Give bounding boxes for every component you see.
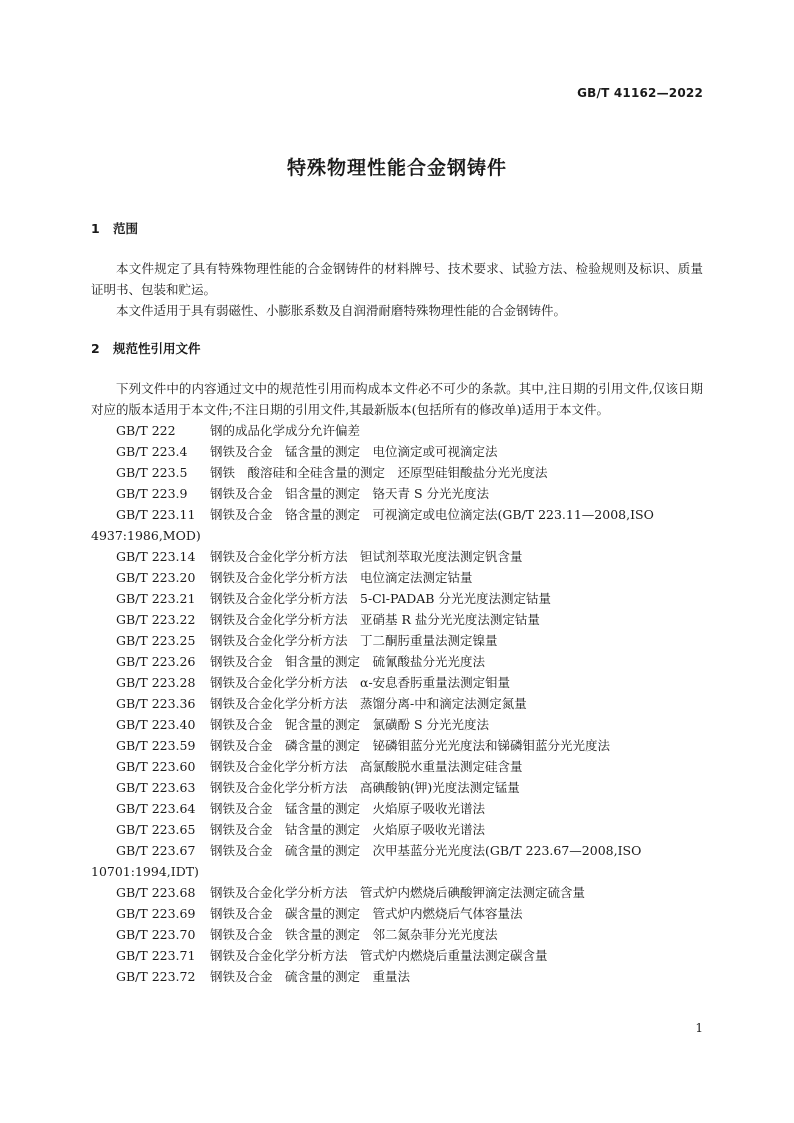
reference-item <box>91 966 703 987</box>
reference-code: GB/T 223.65 <box>116 822 196 837</box>
reference-title: 钢铁及合金化学分析方法 丁二酮肟重量法测定镍量 <box>210 633 498 648</box>
reference-code: GB/T 223.67 <box>116 843 196 858</box>
section-number: 1 <box>91 221 100 236</box>
reference-title: 钢铁及合金 硫含量的测定 重量法 <box>210 969 411 984</box>
reference-item <box>91 693 703 714</box>
reference-title: 钢铁及合金 铁含量的测定 邻二氮杂菲分光光度法 <box>210 927 498 942</box>
reference-code: GB/T 223.20 <box>116 570 196 585</box>
reference-code: GB/T 222 <box>116 423 176 438</box>
reference-item <box>91 798 703 819</box>
reference-title: 钢铁及合金 铬含量的测定 可视滴定或电位滴定法(GB/T 223.11—2008,ISO 4937:1986,MOD) <box>91 507 654 543</box>
document-title: 特殊物理性能合金钢铸件 <box>286 157 507 179</box>
reference-title: 钢铁及合金 磷含量的测定 铋磷钼蓝分光光度法和锑磷钼蓝分光光度法 <box>210 738 611 753</box>
reference-title: 钢铁及合金 碳含量的测定 管式炉内燃烧后气体容量法 <box>210 906 523 921</box>
section-heading-scope <box>91 218 703 239</box>
reference-code: GB/T 223.72 <box>116 969 196 984</box>
reference-title: 钢铁及合金 锰含量的测定 火焰原子吸收光谱法 <box>210 801 486 816</box>
reference-item <box>91 588 703 609</box>
reference-title: 钢铁及合金 钼含量的测定 硫氰酸盐分光光度法 <box>210 654 486 669</box>
section-number: 2 <box>91 341 100 356</box>
reference-list <box>91 420 703 987</box>
reference-item <box>91 735 703 756</box>
reference-title: 钢铁 酸溶硅和全硅含量的测定 还原型硅钼酸盐分光光度法 <box>210 465 548 480</box>
reference-code: GB/T 223.28 <box>116 675 196 690</box>
reference-item <box>91 756 703 777</box>
reference-title: 钢铁及合金 铝含量的测定 铬天青 S 分光光度法 <box>210 486 490 501</box>
reference-code: GB/T 223.68 <box>116 885 196 900</box>
reference-code: GB/T 223.60 <box>116 759 196 774</box>
reference-item <box>91 546 703 567</box>
reference-item <box>91 420 703 441</box>
reference-title: 钢铁及合金 铌含量的测定 氯磺酚 S 分光光度法 <box>210 717 490 732</box>
reference-title: 钢铁及合金 钴含量的测定 火焰原子吸收光谱法 <box>210 822 486 837</box>
reference-code: GB/T 223.59 <box>116 738 196 753</box>
reference-code: GB/T 223.70 <box>116 927 196 942</box>
reference-item <box>91 462 703 483</box>
reference-title: 钢铁及合金化学分析方法 管式炉内燃烧后碘酸钾滴定法测定硫含量 <box>210 885 586 900</box>
reference-code: GB/T 223.14 <box>116 549 196 564</box>
reference-title: 钢铁及合金 锰含量的测定 电位滴定或可视滴定法 <box>210 444 498 459</box>
reference-title: 钢铁及合金化学分析方法 蒸馏分离-中和滴定法测定氮量 <box>210 696 527 711</box>
reference-code: GB/T 223.63 <box>116 780 196 795</box>
reference-item <box>91 567 703 588</box>
reference-code: GB/T 223.36 <box>116 696 196 711</box>
reference-item <box>91 882 703 903</box>
reference-item <box>91 924 703 945</box>
reference-item <box>91 609 703 630</box>
document-body <box>91 218 703 987</box>
reference-code: GB/T 223.11 <box>116 507 196 522</box>
reference-code: GB/T 223.26 <box>116 654 196 669</box>
reference-title: 钢铁及合金化学分析方法 电位滴定法测定钴量 <box>210 570 473 585</box>
reference-code: GB/T 223.71 <box>116 948 196 963</box>
reference-title: 钢铁及合金化学分析方法 α-安息香肟重量法测定钼量 <box>210 675 511 690</box>
reference-code: GB/T 223.5 <box>116 465 188 480</box>
reference-item <box>91 945 703 966</box>
reference-title: 钢铁及合金化学分析方法 5-Cl-PADAB 分光光度法测定钴量 <box>210 591 551 606</box>
section-title: 范围 <box>113 221 139 236</box>
reference-title: 钢铁及合金化学分析方法 高氯酸脱水重量法测定硅含量 <box>210 759 523 774</box>
reference-item <box>91 903 703 924</box>
standard-code: GB/T 41162—2022 <box>577 86 703 100</box>
reference-item <box>91 630 703 651</box>
reference-title: 钢铁及合金 硫含量的测定 次甲基蓝分光光度法(GB/T 223.67—2008,ISO 10701:1994,IDT) <box>91 843 642 879</box>
reference-code: GB/T 223.9 <box>116 486 188 501</box>
reference-title: 钢铁及合金化学分析方法 管式炉内燃烧后重量法测定碳含量 <box>210 948 548 963</box>
reference-code: GB/T 223.21 <box>116 591 196 606</box>
reference-item <box>91 672 703 693</box>
reference-item <box>91 840 703 882</box>
reference-title: 钢铁及合金化学分析方法 钽试剂萃取光度法测定钒含量 <box>210 549 523 564</box>
reference-title: 钢铁及合金化学分析方法 亚硝基 R 盐分光光度法测定钴量 <box>210 612 540 627</box>
reference-item <box>91 819 703 840</box>
reference-item <box>91 777 703 798</box>
scope-paragraph: 本文件规定了具有特殊物理性能的合金钢铸件的材料牌号、技术要求、试验方法、检验规则及标识、质量证明书、包装和贮运。 <box>91 261 703 297</box>
reference-item <box>91 651 703 672</box>
reference-code: GB/T 223.22 <box>116 612 196 627</box>
reference-code: GB/T 223.64 <box>116 801 196 816</box>
references-intro-paragraph: 下列文件中的内容通过文中的规范性引用而构成本文件必不可少的条款。其中,注日期的引用文件,仅该日期对应的版本适用于本文件;不注日期的引用文件,其最新版本(包括所有的修改单)适用于本文件。 <box>91 381 703 417</box>
reference-item <box>91 714 703 735</box>
reference-title: 钢铁及合金化学分析方法 高碘酸钠(钾)光度法测定锰量 <box>210 780 520 795</box>
section-heading-normative-references <box>91 338 703 359</box>
reference-code: GB/T 223.25 <box>116 633 196 648</box>
section-title: 规范性引用文件 <box>113 341 201 356</box>
page-number: 1 <box>695 1021 703 1035</box>
reference-code: GB/T 223.40 <box>116 717 196 732</box>
reference-item <box>91 441 703 462</box>
reference-item <box>91 504 703 546</box>
reference-code: GB/T 223.69 <box>116 906 196 921</box>
reference-code: GB/T 223.4 <box>116 444 188 459</box>
reference-item <box>91 483 703 504</box>
scope-paragraph: 本文件适用于具有弱磁性、小膨胀系数及自润滑耐磨特殊物理性能的合金钢铸件。 <box>116 303 567 318</box>
reference-title: 钢的成品化学成分允许偏差 <box>210 423 361 438</box>
